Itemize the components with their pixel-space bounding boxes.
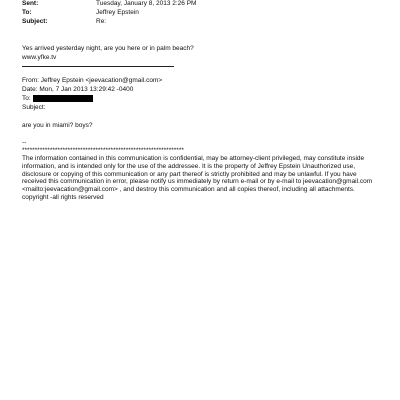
- quoted-message: are you in miami? boys?: [22, 122, 93, 129]
- quoted-to-label: To:: [22, 95, 31, 103]
- quoted-date: Date: Mon, 7 Jan 2013 13:29:42 -0400: [22, 86, 134, 93]
- quoted-subject: Subject:: [22, 104, 46, 111]
- signature-url[interactable]: www.yfke.tv: [22, 54, 57, 61]
- quoted-to-row: [22, 95, 93, 103]
- confidentiality-disclaimer: [22, 155, 374, 202]
- sent-label: Sent:: [22, 0, 39, 7]
- separator-dash: --: [22, 139, 27, 146]
- redaction-box: [33, 95, 93, 102]
- subject-label: Subject:: [22, 18, 48, 25]
- subject-value: Re:: [96, 18, 107, 25]
- to-label: To:: [22, 9, 32, 16]
- disclaimer-text: The information contained in this communication is confidential, may be attorney-client privileged, may constitute inside information, and is intended only for the use of the addressee. It is the property of Jeffrey Epstein Unauthorized use, disclosure or copying of this communication or any part thereof is strictly prohibited and may be unlawful. If you have received this communication in error, please notify us immediately by return e-mail or by e-mail to jeevacation@gmail.com <mailto:jeevacation@gmail.com> , and destroy this communication and all copies thereof, including all attachments. copyright -all rights reserved: [22, 155, 373, 201]
- quoted-from: From: Jeffrey Epstein <jeevacation@gmail.com>: [22, 77, 163, 84]
- to-value: Jeffrey Epstein: [96, 9, 139, 16]
- sent-value: Tuesday, January 8, 2013 2:26 PM: [96, 0, 197, 7]
- quote-divider: [22, 66, 174, 67]
- reply-message: Yes arrived yesterday night, are you here or in palm beach?: [22, 45, 194, 52]
- separator-stars: ****************************************************************: [22, 147, 184, 154]
